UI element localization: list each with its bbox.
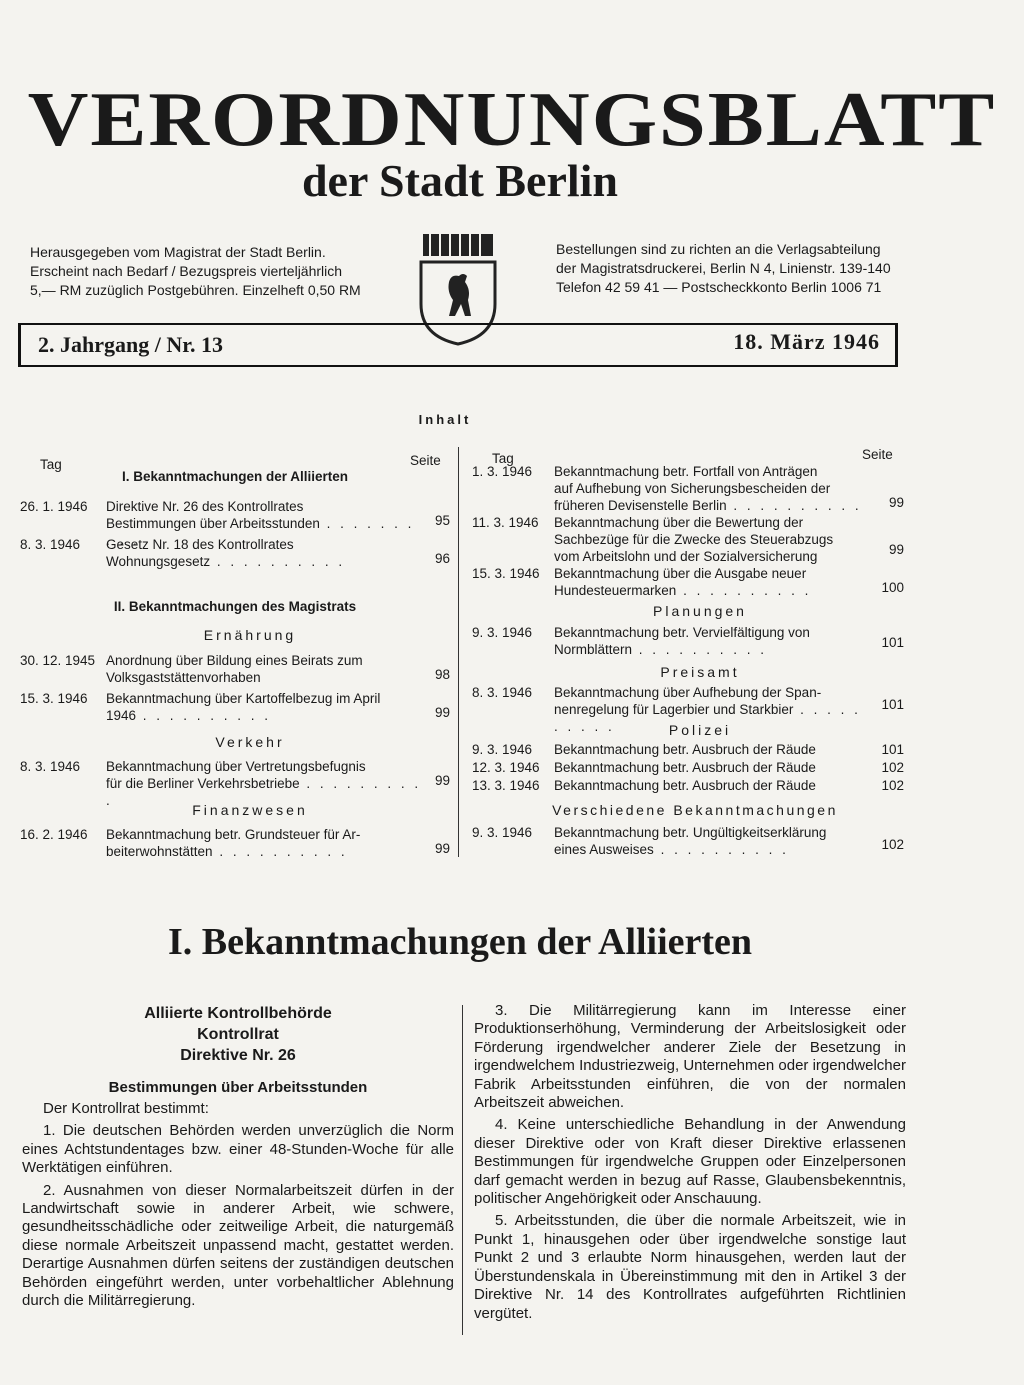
order-info (556, 240, 916, 297)
order-line: der Magistratsdruckerei, Berlin N 4, Linienstr. 139-140 (556, 260, 891, 276)
toc-column-divider (458, 447, 459, 857)
toc-category-planungen: Planungen (653, 603, 747, 619)
entry-date: 9. 3. 1946 (472, 825, 533, 840)
col-tag-label-right: Tag (492, 451, 514, 466)
entry-text: Bekanntmachung betr. Grundsteuer für Ar- (106, 827, 361, 842)
article-paragraph: 1. Die deutschen Behörden werden unverzüglich die Norm eines Achtstundentages bzw. einer 48-Stunden-Woche für alle Werktätigen einführen. (22, 1122, 454, 1177)
entry-date: 1. 3. 1946 (472, 464, 533, 479)
article-paragraph: 4. Keine unterschiedliche Behandlung in der Anwendung dieser Direktive oder von Kraft dieser Direktive erlassenen Bestimmungen für irgendwelche Gruppen oder Einzelpersonen darf gemacht werden in bezug auf Rasse, Glaubensbekenntnis, politischer Angehörigkeit oder Anschauung. (474, 1116, 906, 1208)
entry-page: 100 (881, 580, 904, 595)
entry-page: 101 (881, 742, 904, 757)
entry-page: 99 (434, 841, 450, 856)
toc-entry (20, 652, 450, 686)
toc-category-polizei: Polizei (668, 722, 732, 738)
entry-page: 102 (881, 837, 904, 852)
entry-date: 16. 2. 1946 (20, 827, 88, 842)
entry-text: Bekanntmachung betr. Vervielfältigung von (554, 625, 810, 640)
entry-text: Bekanntmachung betr. Ausbruch der Räude (554, 742, 816, 757)
toc-entry (472, 624, 904, 658)
entry-text: auf Aufhebung von Sicherungsbescheiden der (554, 481, 831, 496)
entry-text: Bekanntmachung betr. Fortfall von Anträgen (554, 464, 818, 479)
toc-category-verschiedene: Verschiedene Bekanntmachungen (552, 802, 838, 818)
entry-text: Bekanntmachung über Aufhebung der Span- (554, 685, 822, 700)
entry-page: 95 (434, 513, 450, 528)
entry-text: Bekanntmachung über Vertretungsbefugnis (106, 759, 366, 774)
article-paragraph: 5. Arbeitsstunden, die über die normale Arbeitszeit, wie in Punkt 1, hinausgehen oder über irgendwelche sonstige laut Punkt 2 und 3 erlaubte Norm hinausgehen, werden laut der Überstundenskala in Übereinstimmung mit den in Artikel 3 der Direktive Nr. 14 des Kontrollrates aufgeführten Richtlinien vergütet. (474, 1212, 906, 1322)
entry-text: früheren Devisenstelle Berlin . . . (554, 498, 862, 513)
entry-page: 99 (434, 773, 450, 788)
article-right-column (474, 1002, 906, 1327)
entry-text: Sachbezüge für die Zwecke des Steuerabzugs (554, 532, 834, 547)
article-directive: Direktive Nr. 26 (180, 1047, 296, 1064)
toc-category-finanzwesen: Finanzwesen (192, 802, 308, 818)
order-line: Telefon 42 59 41 — Postscheckkonto Berlin 1006 71 (556, 279, 882, 295)
entry-date: 11. 3. 1946 (472, 515, 539, 530)
entry-date: 15. 3. 1946 (20, 691, 88, 706)
col-seite-label-right: Seite (862, 447, 893, 462)
entry-page: 101 (881, 697, 904, 712)
issue-date: 18. März 1946 (733, 329, 880, 354)
entry-text: Direktive Nr. 26 des Kontrollrates (106, 499, 304, 514)
publisher-line: Erscheint nach Bedarf / Bezugspreis vierteljährlich (30, 263, 343, 279)
masthead-subtitle: der Stadt Berlin (301, 155, 619, 206)
toc-section-magistrat: II. Bekanntmachungen des Magistrats (113, 599, 357, 614)
entry-text: Bekanntmachung über die Ausgabe neuer (554, 566, 807, 581)
entry-text: Normblättern . . . (554, 642, 767, 657)
toc-entry (472, 824, 904, 858)
entry-text: Hundesteuermarken . . . (554, 583, 811, 598)
article-paragraph: 2. Ausnahmen von dieser Normalarbeitszeit dürfen in der Landwirtschaft sowie in anderer Arbeit, wie schwere, gesundheitsschädliche oder zeitweilige Arbeit, die naturgemäß diese normale Arbeitszeit unpassend macht, gestattet werden. Derartige Ausnahmen dürfen seitens der zuständigen deutschen Behörden eingeführt werden, unter vorbehaltlicher Ablehnung durch die Militärregierung. (22, 1181, 454, 1310)
publisher-line: Herausgegeben vom Magistrat der Stadt Berlin. (30, 244, 326, 260)
entry-text: Bekanntmachung über die Bewertung der (554, 515, 804, 530)
entry-text: beiterwohnstätten . . . (106, 844, 348, 859)
toc-category-preisamt: Preisamt (660, 664, 740, 680)
entry-date: 30. 12. 1945 (20, 653, 96, 668)
article-heading: Bestimmungen über Arbeitsstunden (108, 1079, 368, 1096)
entry-date: 8. 3. 1946 (20, 759, 81, 774)
entry-text: für die Berliner Verkehrsbetriebe . . . (106, 776, 421, 808)
entry-page: 102 (881, 778, 904, 793)
toc-section-alliierte: I. Bekanntmachungen der Alliierten (121, 469, 349, 484)
order-line: Bestellungen sind zu richten an die Verlagsabteilung (556, 241, 881, 257)
entry-page: 98 (434, 667, 450, 682)
col-seite-label: Seite (410, 453, 441, 468)
entry-date: 8. 3. 1946 (472, 685, 533, 700)
toc-category-ernaehrung: Ernährung (203, 627, 297, 643)
entry-text: vom Arbeitslohn und der Sozialversicherung (554, 549, 818, 564)
entry-page: 99 (434, 705, 450, 720)
entry-page: 99 (888, 495, 904, 510)
publisher-info (30, 243, 375, 300)
article-column-divider (462, 1005, 463, 1335)
publisher-line: 5,— RM zuzüglich Postgebühren. Einzelheft 0,50 RM (30, 282, 361, 298)
toc-entry (472, 514, 904, 565)
toc-entry (472, 565, 904, 599)
entry-text: nenregelung für Lagerbier und Starkbier . . . (554, 702, 861, 734)
entry-text: 1946 . . . (106, 708, 271, 723)
entry-date: 12. 3. 1946 (472, 760, 540, 775)
col-tag-label: Tag (40, 457, 62, 472)
entry-text: Wohnungsgesetz . . . (106, 554, 345, 569)
article-paragraph: Der Kontrollrat bestimmt: (43, 1100, 209, 1117)
toc-entry (472, 463, 904, 514)
toc-entry (472, 759, 904, 776)
entry-page: 101 (881, 635, 904, 650)
entry-text: Bestimmungen über Arbeitsstunden . . . (106, 516, 414, 548)
article-paragraph: 3. Die Militärregierung kann im Interesse einer Produktionserhöhung, Verminderung der Arbeitslosigkeit oder Förderung irgendwelcher anderer Ziele der Besetzung in irgendwelchem Industriezweig, Unternehmen oder irgendwelcher Fabrik Arbeitsstunden einführen, die von der normalen Arbeitszeit abweichen. (474, 1002, 906, 1112)
entry-page: 99 (888, 542, 904, 557)
issue-number: 2. Jahrgang / Nr. 13 (38, 332, 223, 357)
article-council: Kontrollrat (197, 1026, 279, 1043)
entry-text: Volksgaststättenvorhaben (106, 670, 261, 685)
entry-text: Anordnung über Bildung eines Beirats zum (106, 653, 363, 668)
masthead-title: VERORDNUNGSBLATT (27, 76, 997, 163)
entry-date: 9. 3. 1946 (472, 742, 533, 757)
toc-entry (472, 777, 904, 794)
toc-entry (472, 741, 904, 758)
toc-entry (20, 536, 450, 570)
entry-date: 8. 3. 1946 (20, 537, 81, 552)
entry-date: 15. 3. 1946 (472, 566, 540, 581)
entry-text: Bekanntmachung betr. Ausbruch der Räude (554, 778, 816, 793)
entry-text: Bekanntmachung betr. Ungültigkeitserklärung (554, 825, 827, 840)
entry-page: 96 (434, 551, 450, 566)
entry-text: Bekanntmachung betr. Ausbruch der Räude (554, 760, 816, 775)
entry-date: 9. 3. 1946 (472, 625, 533, 640)
article-authority: Alliierte Kontrollbehörde (144, 1005, 332, 1022)
article-left-column (22, 1003, 454, 1314)
entry-date: 13. 3. 1946 (472, 778, 540, 793)
entry-text: Bekanntmachung über Kartoffelbezug im April (106, 691, 381, 706)
entry-text: Gesetz Nr. 18 des Kontrollrates (106, 537, 294, 552)
section-title: I. Bekanntmachungen der Alliierten (167, 921, 753, 963)
toc-entry (20, 826, 450, 860)
toc-category-verkehr: Verkehr (215, 734, 285, 750)
entry-text: eines Ausweises . . . (554, 842, 789, 857)
entry-date: 26. 1. 1946 (20, 499, 88, 514)
entry-page: 102 (881, 760, 904, 775)
toc-heading: Inhalt (418, 412, 472, 427)
toc-entry (20, 690, 450, 724)
